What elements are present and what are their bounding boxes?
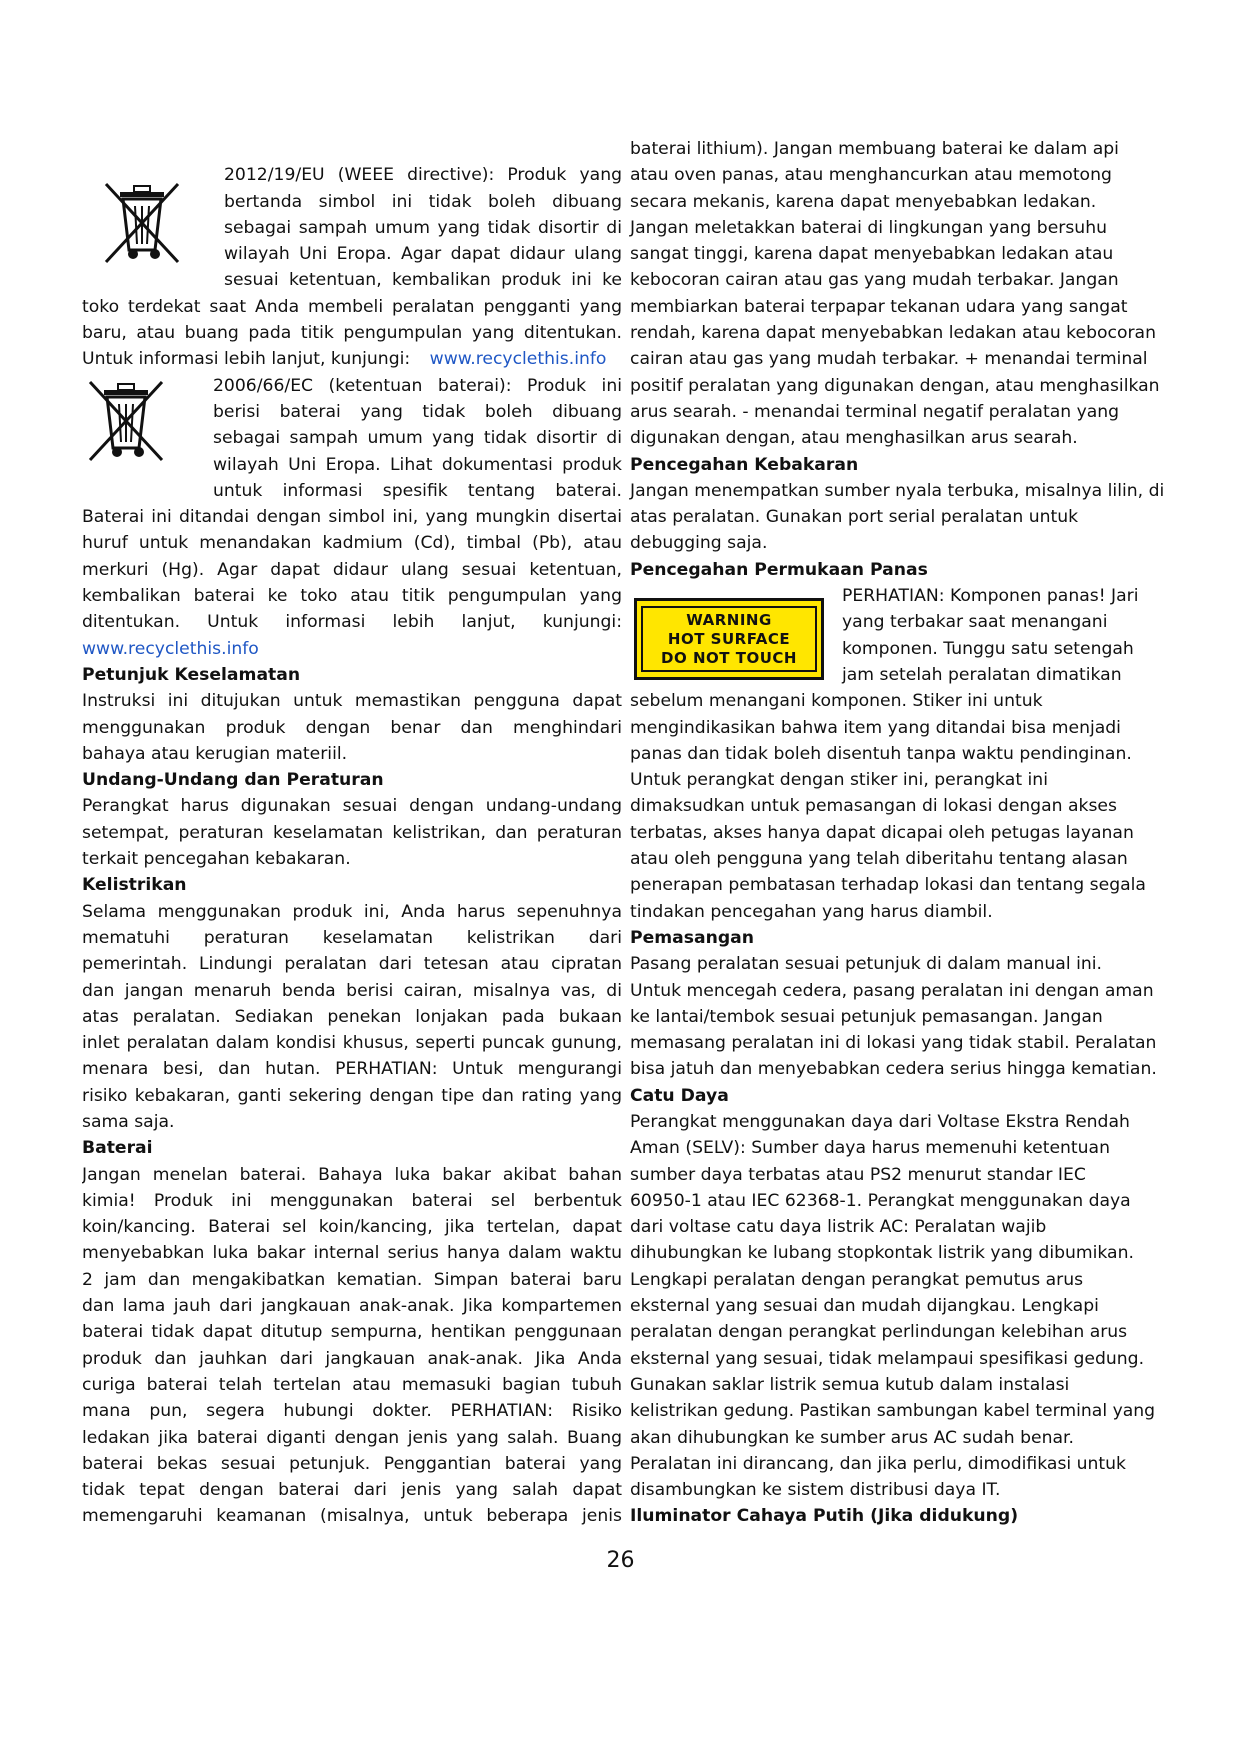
text-line: inlet peralatan dalam kondisi khusus, seperti puncak gunung, — [82, 1033, 622, 1054]
text-line: huruf untuk menandakan kadmium (Cd), timbal (Pb), atau — [82, 533, 622, 554]
text-line: disambungkan ke sistem distribusi daya IT. — [630, 1480, 1001, 1501]
text-line: risiko kebakaran, ganti sekering dengan tipe dan rating yang — [82, 1085, 622, 1106]
text-line: baterai tidak dapat ditutup sempurna, hentikan penggunaan — [82, 1322, 622, 1343]
text-line: komponen. Tunggu satu setengah — [842, 638, 1134, 659]
text-line: baru, atau buang pada titik pengumpulan yang ditentukan. — [82, 323, 622, 344]
text-line: bisa jatuh dan menyebabkan cedera serius hingga kematian. — [630, 1059, 1157, 1080]
text-line: sebagai sampah umum yang tidak disortir di — [224, 217, 622, 238]
warning-line: DO NOT TOUCH — [661, 648, 797, 667]
text-line: Untuk perangkat dengan stiker ini, perangkat ini — [630, 770, 1048, 791]
text-line: atau oven panas, atau menghancurkan atau memotong — [630, 165, 1112, 186]
text-line: merkuri (Hg). Agar dapat didaur ulang sesuai ketentuan, — [82, 559, 622, 580]
text-line: dihubungkan ke lubang stopkontak listrik yang dibumikan. — [630, 1243, 1134, 1264]
text-line: dan lama jauh dari jangkauan anak-anak. Jika kompartemen — [82, 1296, 622, 1317]
text-line: eksternal yang sesuai, tidak melampaui spesifikasi gedung. — [630, 1348, 1145, 1369]
text-line: kelistrikan gedung. Pastikan sambungan kabel terminal yang — [630, 1401, 1156, 1422]
text-line: yang terbakar saat menangani — [842, 612, 1108, 633]
text-line: memengaruhi keamanan (misalnya, untuk beberapa jenis — [82, 1506, 622, 1527]
text-line: baterai bekas sesuai petunjuk. Penggantian baterai yang — [82, 1453, 622, 1474]
text-line: atas peralatan. Sediakan penekan lonjakan pada bukaan — [82, 1006, 622, 1027]
text-line: toko terdekat saat Anda membeli peralatan pengganti yang — [82, 296, 622, 317]
text-line: Baterai ini ditandai dengan simbol ini, yang mungkin disertai — [82, 507, 622, 528]
text-line: kembalikan baterai ke toko atau titik pengumpulan yang — [82, 586, 622, 607]
text-line: rendah, karena dapat menyebabkan ledakan atau kebocoran — [630, 323, 1156, 344]
text-line: Jangan meletakkan baterai di lingkungan yang bersuhu — [630, 217, 1107, 238]
weee-recycle-link[interactable]: www.recyclethis.info — [429, 349, 607, 370]
text-line: arus searah. - menandai terminal negatif peralatan yang — [630, 401, 1120, 422]
text-line: tidak tepat dengan baterai dari jenis yang salah dapat — [82, 1480, 622, 1501]
text-line: ke lantai/tembok sesuai petunjuk pemasangan. Jangan — [630, 1006, 1103, 1027]
illuminator-heading: Iluminator Cahaya Putih (Jika didukung) — [630, 1506, 1019, 1527]
text-line: atas peralatan. Gunakan port serial peralatan untuk — [630, 507, 1079, 528]
text-line: terkait pencegahan kebakaran. — [82, 849, 351, 870]
text-line: setempat, peraturan keselamatan kelistrikan, dan peraturan — [82, 822, 622, 843]
text-line: panas dan tidak boleh disentuh tanpa waktu pendinginan. — [630, 743, 1132, 764]
text-line: sama saja. — [82, 1111, 175, 1132]
text-line: Perangkat menggunakan daya dari Voltase Ekstra Rendah — [630, 1111, 1130, 1132]
text-line: baterai lithium). Jangan membuang baterai ke dalam api — [630, 139, 1119, 159]
text-line: dan jangan menaruh benda berisi cairan, misalnya vas, di — [82, 980, 622, 1001]
text-line: produk dan jauhkan dari jangkauan anak-anak. Jika Anda — [82, 1348, 622, 1369]
text-line: penerapan pembatasan terhadap lokasi dan tentang segala — [630, 875, 1146, 896]
text-line: positif peralatan yang digunakan dengan, atau menghasilkan — [630, 375, 1160, 396]
text-line: terbatas, akses hanya dapat dicapai oleh petugas layanan — [630, 822, 1134, 843]
text-line: menara besi, dan hutan. PERHATIAN: Untuk mengurangi — [82, 1059, 622, 1080]
text-line: atau oleh pengguna yang telah diberitahu tentang alasan — [630, 849, 1128, 870]
law-heading: Undang-Undang dan Peraturan — [82, 770, 384, 791]
text-line: Jangan menempatkan sumber nyala terbuka, misalnya lilin, di — [630, 480, 1165, 501]
text-line: Perangkat harus digunakan sesuai dengan undang-undang — [82, 796, 622, 817]
battery-recycle-link[interactable]: www.recyclethis.info — [82, 638, 259, 659]
text-line: sesuai ketentuan, kembalikan produk ini ke — [224, 270, 622, 291]
text-line: mematuhi peraturan keselamatan kelistrikan dari — [82, 927, 622, 948]
text-line: bertanda simbol ini tidak boleh dibuang — [224, 191, 622, 212]
text-line: peralatan dengan perangkat perlindungan kelebihan arus — [630, 1322, 1128, 1343]
install-heading: Pemasangan — [630, 927, 754, 948]
text-line: kebocoran cairan atau gas yang mudah terbakar. Jangan — [630, 270, 1119, 291]
text-line: eksternal yang sesuai dan mudah dijangkau. Lengkapi — [630, 1296, 1099, 1317]
text-line: memasang peralatan ini di lokasi yang tidak stabil. Peralatan — [630, 1033, 1157, 1054]
visit-label: Untuk informasi lebih lanjut, kunjungi: — [82, 349, 411, 370]
text-line: debugging saja. — [630, 533, 768, 554]
text-line: ledakan jika baterai diganti dengan jenis yang salah. Buang — [82, 1427, 622, 1448]
text-line: Selama menggunakan produk ini, Anda harus sepenuhnya — [82, 901, 622, 922]
text-line: Pasang peralatan sesuai petunjuk di dalam manual ini. — [630, 954, 1102, 975]
page-number: 26 — [606, 1548, 635, 1573]
text-line: sebagai sampah umum yang tidak disortir di — [213, 428, 622, 449]
warning-line: HOT SURFACE — [667, 629, 791, 648]
warning-line: WARNING — [686, 610, 772, 629]
text-line: mengindikasikan bahwa item yang ditandai bisa menjadi — [630, 717, 1121, 738]
text-line: kimia! Produk ini menggunakan baterai sel berbentuk — [82, 1190, 622, 1211]
left-column — [82, 136, 622, 1530]
text-line: 2 jam dan mengakibatkan kematian. Simpan baterai baru — [82, 1269, 622, 1290]
text-line: Lengkapi peralatan dengan perangkat pemutus arus — [630, 1269, 1084, 1290]
fire-heading: Pencegahan Kebakaran — [630, 454, 859, 475]
hot-surface-heading: Pencegahan Permukaan Panas — [630, 559, 928, 580]
text-line: berisi baterai yang tidak boleh dibuang — [213, 401, 622, 422]
text-line: cairan atau gas yang mudah terbakar. + menandai terminal — [630, 349, 1148, 370]
text-line: 2012/19/EU (WEEE directive): Produk yang — [224, 165, 622, 186]
hot-surface-warning-label — [634, 598, 824, 680]
text-line: PERHATIAN: Komponen panas! Jari — [842, 586, 1139, 607]
text-line: dimaksudkan untuk pemasangan di lokasi dengan akses — [630, 796, 1117, 817]
safety-heading: Petunjuk Keselamatan — [82, 664, 301, 685]
text-line: curiga baterai telah tertelan atau memasuki bagian tubuh — [82, 1374, 622, 1395]
text-line: Gunakan saklar listrik semua kutub dalam instalasi — [630, 1374, 1070, 1395]
power-heading: Catu Daya — [630, 1085, 729, 1106]
text-line: koin/kancing. Baterai sel koin/kancing, jika tertelan, dapat — [82, 1217, 622, 1238]
text-line: tindakan pencegahan yang harus diambil. — [630, 901, 993, 922]
text-line: bahaya atau kerugian materiil. — [82, 743, 348, 764]
text-line: membiarkan baterai terpapar tekanan udara yang sangat — [630, 296, 1128, 317]
text-line: pemerintah. Lindungi peralatan dari tetesan atau cipratan — [82, 954, 622, 975]
text-line: Peralatan ini dirancang, dan jika perlu, dimodifikasi untuk — [630, 1453, 1127, 1474]
text-line: sebelum menangani komponen. Stiker ini untuk — [630, 691, 1043, 712]
text-line: jam setelah peralatan dimatikan — [842, 664, 1122, 685]
text-line: Jangan menelan baterai. Bahaya luka bakar akibat bahan — [82, 1164, 622, 1185]
text-line — [82, 346, 622, 372]
right-column — [630, 136, 1230, 1530]
text-line: digunakan dengan, atau menghasilkan arus searah. — [630, 428, 1078, 449]
battery-heading: Baterai — [82, 1138, 153, 1159]
text-line: akan dihubungkan ke sumber arus AC sudah benar. — [630, 1427, 1075, 1448]
text-line: menggunakan produk dengan benar dan menghindari — [82, 717, 622, 738]
text-line: Untuk mencegah cedera, pasang peralatan ini dengan aman — [630, 980, 1154, 1001]
text-line: dari voltase catu daya listrik AC: Peralatan wajib — [630, 1217, 1047, 1238]
text-line: untuk informasi spesifik tentang baterai. — [213, 480, 622, 501]
text-line: wilayah Uni Eropa. Agar dapat didaur ulang — [224, 244, 622, 265]
text-line: sumber daya terbatas atau PS2 menurut standar IEC — [630, 1164, 1086, 1185]
text-line: menyebabkan luka bakar internal serius hanya dalam waktu — [82, 1243, 622, 1264]
text-line: secara mekanis, karena dapat menyebabkan ledakan. — [630, 191, 1097, 212]
text-line: wilayah Uni Eropa. Lihat dokumentasi produk — [213, 454, 622, 475]
text-line: 2006/66/EC (ketentuan baterai): Produk ini — [213, 375, 622, 396]
text-line: mana pun, segera hubungi dokter. PERHATIAN: Risiko — [82, 1401, 622, 1422]
electric-heading: Kelistrikan — [82, 875, 187, 896]
text-line: 60950-1 atau IEC 62368-1. Perangkat menggunakan daya — [630, 1190, 1131, 1211]
text-line: sangat tinggi, karena dapat menyebabkan ledakan atau — [630, 244, 1114, 265]
text-line: Aman (SELV): Sumber daya harus memenuhi ketentuan — [630, 1138, 1110, 1159]
text-line: ditentukan. Untuk informasi lebih lanjut, kunjungi: — [82, 612, 622, 633]
text-line: Instruksi ini ditujukan untuk memastikan pengguna dapat — [82, 691, 622, 712]
